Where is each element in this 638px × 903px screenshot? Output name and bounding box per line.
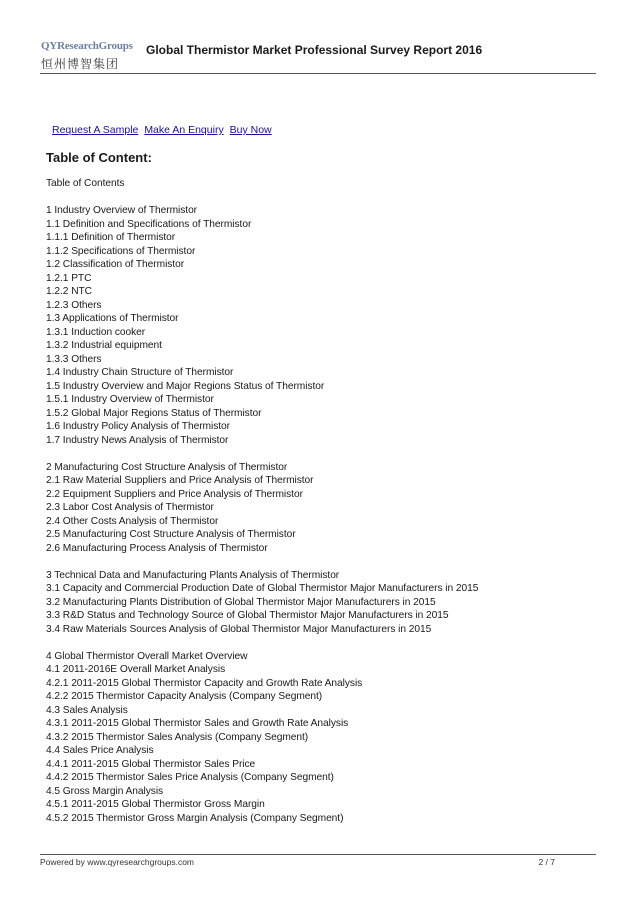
toc-entry: 4.3.1 2011-2015 Global Thermistor Sales and Growth Rate Analysis [46, 718, 349, 729]
toc-spacer [46, 636, 586, 650]
toc-entry: 1.7 Industry News Analysis of Thermistor [46, 434, 229, 446]
toc-entry: 1.3.3 Others [46, 353, 102, 365]
toc-entry: 3 Technical Data and Manufacturing Plants Analysis of Thermistor [46, 569, 340, 581]
toc-entry: 2.3 Labor Cost Analysis of Thermistor [46, 502, 214, 513]
toc-entry: 1.1.1 Definition of Thermistor [46, 232, 176, 243]
toc-entry: 4.5 Gross Margin Analysis [46, 785, 164, 797]
company-logo [40, 38, 140, 72]
toc-entry: 4.2.2 2015 Thermistor Capacity Analysis (Company Segment) [46, 691, 323, 702]
toc-entry: 1.3.2 Industrial equipment [46, 340, 162, 351]
toc-entry: 4.1 2011-2016E Overall Market Analysis [46, 664, 226, 675]
toc-entry: 4.5.1 2011-2015 Global Thermistor Gross Margin [46, 799, 265, 810]
toc-entry: 1.2.3 Others [46, 299, 102, 311]
toc-entry: 1.4 Industry Chain Structure of Thermistor [46, 367, 234, 378]
toc-entry: 4.4.2 2015 Thermistor Sales Price Analysis (Company Segment) [46, 772, 334, 783]
header-divider [40, 73, 596, 74]
toc-entry: 2.2 Equipment Suppliers and Price Analysis of Thermistor [46, 488, 303, 500]
toc-heading: Table of Content: [46, 150, 152, 165]
toc-entry: 1.5 Industry Overview and Major Regions Status of Thermistor [46, 380, 325, 392]
toc-spacer [46, 191, 586, 205]
toc-entry: 1.5.1 Industry Overview of Thermistor [46, 394, 214, 405]
toc-spacer [46, 447, 586, 461]
footer-powered-by: Powered by www.qyresearchgroups.com [40, 857, 195, 867]
request-sample-link[interactable]: Request A Sample [52, 124, 139, 136]
toc-entry: 1.3.1 Induction cooker [46, 326, 146, 338]
toc-entry: 1.2.2 NTC [46, 286, 92, 297]
toc-entry: 1 Industry Overview of Thermistor [46, 205, 198, 216]
page-number: 2 / 7 [538, 857, 555, 867]
toc-entry: 1.2 Classification of Thermistor [46, 259, 185, 270]
toc-entry: 1.2.1 PTC [46, 272, 92, 284]
toc-entry: 4.2.1 2011-2015 Global Thermistor Capacity and Growth Rate Analysis [46, 677, 363, 689]
toc-entry: 3.3 R&D Status and Technology Source of Global Thermistor Major Manufacturers in 2015 [46, 610, 449, 621]
page-header [40, 38, 596, 74]
toc-spacer [46, 555, 586, 569]
table-of-contents [46, 177, 586, 825]
toc-entry: 4.3.2 2015 Thermistor Sales Analysis (Company Segment) [46, 731, 309, 743]
make-enquiry-link[interactable]: Make An Enquiry [144, 124, 224, 136]
logo-wordmark: QYResearchGroups [41, 40, 133, 52]
toc-entry: 3.4 Raw Materials Sources Analysis of Global Thermistor Major Manufacturers in 2015 [46, 623, 432, 635]
toc-entry: 3.1 Capacity and Commercial Production Date of Global Thermistor Major Manufacturers in 2015 [46, 583, 479, 594]
toc-entry: 2.5 Manufacturing Cost Structure Analysis of Thermistor [46, 529, 296, 540]
toc-entry: 1.6 Industry Policy Analysis of Thermistor [46, 421, 230, 432]
toc-entry: 2.1 Raw Material Suppliers and Price Analysis of Thermistor [46, 475, 314, 486]
document-title: Global Thermistor Market Professional Survey Report 2016 [146, 43, 483, 57]
toc-entry: 4.3 Sales Analysis [46, 704, 128, 716]
buy-now-link[interactable]: Buy Now [229, 124, 272, 136]
toc-entry: 4.5.2 2015 Thermistor Gross Margin Analysis (Company Segment) [46, 812, 344, 824]
toc-entry: 4.4.1 2011-2015 Global Thermistor Sales Price [46, 758, 256, 770]
toc-entry: 2.4 Other Costs Analysis of Thermistor [46, 515, 219, 527]
footer-divider [40, 854, 596, 855]
action-links [52, 124, 275, 136]
toc-entry: 3.2 Manufacturing Plants Distribution of Global Thermistor Major Manufacturers in 2015 [46, 596, 436, 608]
toc-entry: 2.6 Manufacturing Process Analysis of Thermistor [46, 542, 268, 554]
logo-chinese-name: 恒州博智集团 [41, 57, 120, 71]
toc-entry: 1.3 Applications of Thermistor [46, 313, 179, 324]
toc-entry: 2 Manufacturing Cost Structure Analysis of Thermistor [46, 461, 288, 473]
toc-entry: 1.1 Definition and Specifications of Thermistor [46, 218, 252, 230]
toc-entry: 1.1.2 Specifications of Thermistor [46, 245, 196, 257]
toc-entry: 4 Global Thermistor Overall Market Overview [46, 650, 248, 662]
toc-entry: 4.4 Sales Price Analysis [46, 745, 154, 756]
toc-entry: Table of Contents [46, 178, 125, 189]
toc-entry: 1.5.2 Global Major Regions Status of Thermistor [46, 407, 262, 419]
